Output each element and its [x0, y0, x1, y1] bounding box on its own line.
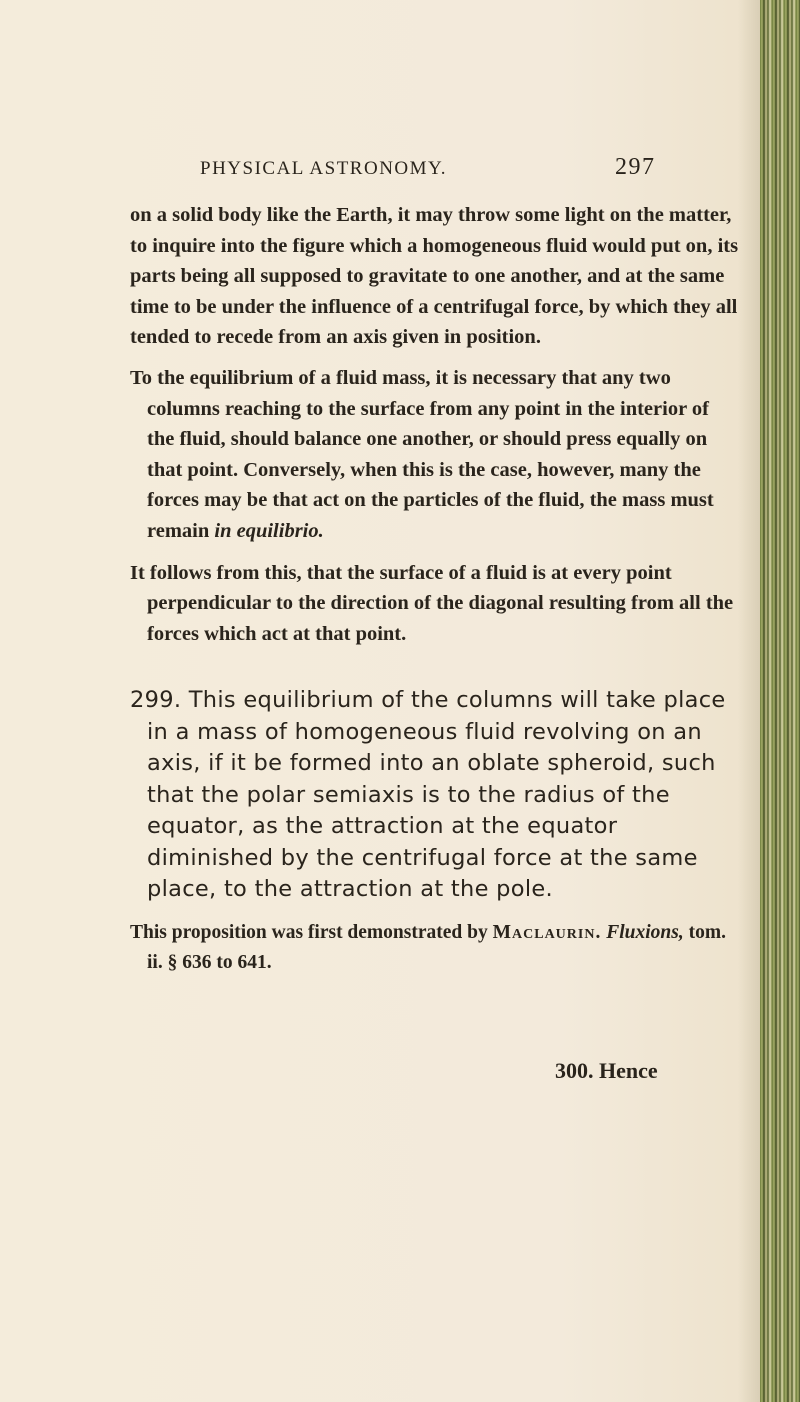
- section-299: 299. This equilibrium of the columns will take place in a mass of homogeneous fluid revolving on an axis, if it be formed into an oblate spheroid, such that the polar semiaxis is to the radius of the equator, as the attraction at the equator diminished by the centrifugal force at the same place, to the attraction at the pole.: [130, 687, 726, 903]
- note-work: Fluxions,: [606, 921, 684, 943]
- italic-in-equilibrio: in equilibrio.: [214, 519, 324, 542]
- note-ref: tom. ii. § 636 to 641.: [147, 921, 726, 973]
- text-block: [130, 200, 740, 978]
- paragraph-surface: It follows from this, that the surface of a fluid is at every point perpendicular to the direction of the diagonal resulting from all the forces which act at that point.: [130, 561, 734, 645]
- book-spine: [760, 0, 800, 1402]
- footnote: [130, 918, 740, 978]
- paragraph-equilibrium: [130, 363, 740, 547]
- note-author: Maclaurin.: [492, 921, 602, 943]
- note-lead: This proposition was first demonstrated by: [130, 921, 488, 943]
- gutter-shadow: [738, 0, 760, 1402]
- catchword: 300. Hence: [555, 1058, 658, 1083]
- paragraph-continued: on a solid body like the Earth, it may throw some light on the matter, to inquire into the figure which a homogeneous fluid would put on, its parts being all supposed to gravitate to one another, and at the same time to be under the influence of a centrifugal force, by which they all tended to recede from an axis given in position.: [130, 204, 739, 349]
- paragraph-equilibrium-text: To the equilibrium of a fluid mass, it is necessary that any two columns reaching to the surface from any point in the interior of the fluid, should balance one another, or should press equally on that point. Conversely, when this is the case, however, many the forces may be that act on the particles of the fluid, the mass must remain: [130, 366, 714, 542]
- page-number: 297: [615, 154, 656, 180]
- running-title: PHYSICAL ASTRONOMY.: [200, 158, 448, 179]
